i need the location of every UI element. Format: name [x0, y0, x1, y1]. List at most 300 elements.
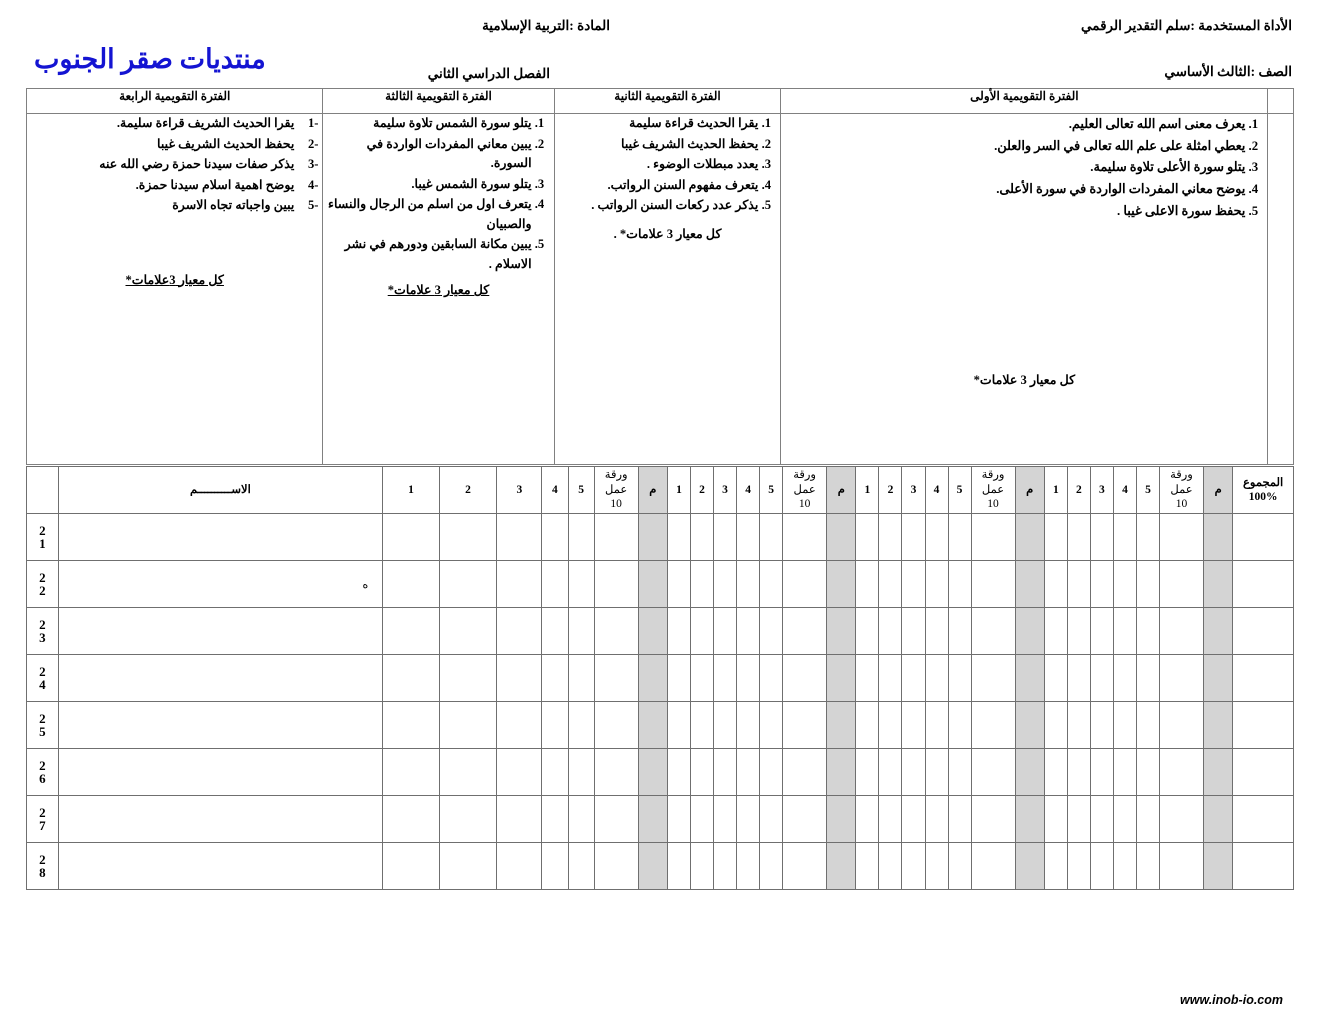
criterion-cell[interactable] [1136, 561, 1159, 608]
worksheet-cell[interactable] [971, 608, 1015, 655]
criterion-cell[interactable] [1090, 796, 1113, 843]
student-name-cell[interactable]: ه [58, 561, 383, 608]
row-index-cell [27, 843, 59, 890]
criterion-cell[interactable] [497, 702, 542, 749]
criterion-cell[interactable] [879, 561, 902, 608]
student-name-cell[interactable] [58, 702, 383, 749]
m-cell[interactable] [1203, 702, 1232, 749]
criterion-cell[interactable] [902, 702, 925, 749]
criterion-header-p3-3: 3 [902, 467, 925, 514]
criterion-cell[interactable] [856, 561, 879, 608]
worksheet-cell[interactable] [783, 843, 827, 890]
criterion-cell[interactable] [760, 561, 783, 608]
m-cell[interactable] [1203, 655, 1232, 702]
criterion-cell[interactable] [1067, 843, 1090, 890]
criterion-cell[interactable] [568, 796, 594, 843]
objective-list-1 [781, 114, 1267, 222]
m-cell[interactable] [638, 561, 667, 608]
criterion-cell[interactable] [542, 796, 568, 843]
student-row[interactable] [27, 514, 1294, 561]
worksheet-cell[interactable] [594, 514, 638, 561]
criterion-header-p4-4: 4 [1113, 467, 1136, 514]
criterion-cell[interactable] [1136, 796, 1159, 843]
criterion-cell[interactable] [902, 514, 925, 561]
criterion-cell[interactable] [760, 749, 783, 796]
criterion-cell[interactable] [1067, 561, 1090, 608]
criterion-cell[interactable] [879, 749, 902, 796]
criterion-cell[interactable] [1067, 655, 1090, 702]
ws-l2: عمل [793, 483, 816, 496]
worksheet-cell[interactable] [783, 796, 827, 843]
criterion-cell[interactable] [542, 655, 568, 702]
worksheet-cell[interactable] [971, 514, 1015, 561]
worksheet-cell[interactable] [594, 796, 638, 843]
m-cell[interactable] [638, 608, 667, 655]
period-header-1: الفترة التقويمية الأولى [781, 89, 1268, 114]
criterion-cell[interactable] [879, 608, 902, 655]
student-row[interactable] [27, 702, 1294, 749]
criterion-cell[interactable] [925, 655, 948, 702]
criterion-cell[interactable] [902, 608, 925, 655]
objective-item: 5. يذكر عدد ركعات السنن الرواتب . [555, 196, 759, 216]
worksheet-cell[interactable] [971, 843, 1015, 890]
criterion-cell[interactable] [714, 796, 737, 843]
row-index-digit: 7 [39, 818, 46, 833]
criterion-cell[interactable] [568, 843, 594, 890]
criterion-cell[interactable] [542, 514, 568, 561]
worksheet-cell[interactable] [783, 608, 827, 655]
criterion-cell[interactable] [737, 655, 760, 702]
total-cell[interactable] [1233, 749, 1294, 796]
criterion-cell[interactable] [760, 796, 783, 843]
criterion-cell[interactable] [383, 796, 440, 843]
criterion-cell[interactable] [714, 561, 737, 608]
worksheet-cell[interactable] [971, 749, 1015, 796]
criterion-cell[interactable] [902, 843, 925, 890]
m-cell[interactable] [827, 514, 856, 561]
criterion-cell[interactable] [497, 796, 542, 843]
criterion-cell[interactable] [568, 655, 594, 702]
objective-item: 4. يوضح معاني المفردات الواردة في سورة الأعلى. [781, 179, 1245, 200]
criterion-cell[interactable] [760, 843, 783, 890]
criterion-cell[interactable] [879, 796, 902, 843]
worksheet-cell[interactable] [783, 749, 827, 796]
objective-item: -2 يحفظ الحديث الشريف غيبا [27, 135, 318, 155]
criterion-cell[interactable] [439, 702, 497, 749]
m-cell[interactable] [1203, 561, 1232, 608]
criterion-cell[interactable] [902, 655, 925, 702]
criterion-cell[interactable] [1113, 796, 1136, 843]
criterion-cell[interactable] [439, 796, 497, 843]
criterion-cell[interactable] [714, 702, 737, 749]
criterion-cell[interactable] [714, 843, 737, 890]
criterion-cell[interactable] [667, 514, 690, 561]
criterion-cell[interactable] [667, 702, 690, 749]
criterion-cell[interactable] [902, 749, 925, 796]
criterion-cell[interactable] [691, 561, 714, 608]
criterion-cell[interactable] [1090, 608, 1113, 655]
criterion-cell[interactable] [948, 749, 971, 796]
criterion-cell[interactable] [948, 561, 971, 608]
criterion-cell[interactable] [948, 796, 971, 843]
criterion-cell[interactable] [879, 655, 902, 702]
criterion-cell[interactable] [714, 608, 737, 655]
objective-number: -3 [307, 157, 319, 172]
criterion-cell[interactable] [1090, 843, 1113, 890]
student-row[interactable] [27, 749, 1294, 796]
ws-l1: ورقة [793, 469, 816, 482]
criterion-cell[interactable] [1044, 843, 1067, 890]
criterion-cell[interactable] [542, 561, 568, 608]
criterion-cell[interactable] [568, 514, 594, 561]
m-cell[interactable] [1015, 749, 1044, 796]
criterion-cell[interactable] [497, 561, 542, 608]
m-header-period-2: م [827, 467, 856, 514]
m-header-period-4: م [1203, 467, 1232, 514]
criterion-cell[interactable] [542, 702, 568, 749]
criterion-cell[interactable] [439, 608, 497, 655]
criterion-cell[interactable] [383, 749, 440, 796]
m-cell[interactable] [638, 796, 667, 843]
criterion-cell[interactable] [691, 796, 714, 843]
m-cell[interactable] [638, 749, 667, 796]
criterion-cell[interactable] [1067, 514, 1090, 561]
criterion-cell[interactable] [737, 561, 760, 608]
criterion-cell[interactable] [1067, 702, 1090, 749]
criterion-cell[interactable] [497, 514, 542, 561]
student-name-cell[interactable] [58, 514, 383, 561]
criterion-cell[interactable] [1044, 702, 1067, 749]
worksheet-cell[interactable] [1160, 702, 1204, 749]
criterion-cell[interactable] [925, 796, 948, 843]
criterion-cell[interactable] [1136, 702, 1159, 749]
row-index-digit: 2 [39, 711, 46, 726]
worksheet-cell[interactable] [1160, 655, 1204, 702]
objective-item: -4 يوضح اهمية اسلام سيدنا حمزة. [27, 176, 318, 196]
criterion-cell[interactable] [714, 655, 737, 702]
objective-item: 4. يتعرف اول من اسلم من الرجال والنساء والصبيان [323, 195, 531, 234]
criterion-cell[interactable] [667, 796, 690, 843]
criterion-cell[interactable] [1113, 749, 1136, 796]
criterion-cell[interactable] [925, 843, 948, 890]
worksheet-cell[interactable] [1160, 608, 1204, 655]
criterion-header-p3-4: 4 [925, 467, 948, 514]
m-cell[interactable] [1203, 608, 1232, 655]
criterion-cell[interactable] [856, 749, 879, 796]
m-cell[interactable] [827, 749, 856, 796]
criterion-cell[interactable] [1090, 561, 1113, 608]
criterion-cell[interactable] [1113, 655, 1136, 702]
grading-grid[interactable] [26, 466, 1294, 890]
criterion-cell[interactable] [691, 749, 714, 796]
criterion-cell[interactable] [691, 843, 714, 890]
criterion-cell[interactable] [737, 702, 760, 749]
criterion-cell[interactable] [542, 608, 568, 655]
criterion-cell[interactable] [1136, 608, 1159, 655]
worksheet-header-period-4 [1160, 467, 1204, 514]
criterion-cell[interactable] [439, 514, 497, 561]
criterion-header-p4-5: 5 [1136, 467, 1159, 514]
criterion-cell[interactable] [714, 749, 737, 796]
criterion-cell[interactable] [439, 749, 497, 796]
student-name-cell[interactable] [58, 749, 383, 796]
criterion-cell[interactable] [760, 702, 783, 749]
criterion-header-p1-3: 3 [497, 467, 542, 514]
worksheet-cell[interactable] [971, 655, 1015, 702]
criterion-cell[interactable] [667, 749, 690, 796]
row-index-cell [27, 514, 59, 561]
m-cell[interactable] [827, 608, 856, 655]
criterion-cell[interactable] [383, 702, 440, 749]
criterion-cell[interactable] [856, 796, 879, 843]
criterion-cell[interactable] [1044, 796, 1067, 843]
criterion-cell[interactable] [714, 514, 737, 561]
criterion-cell[interactable] [1090, 655, 1113, 702]
total-cell[interactable] [1233, 702, 1294, 749]
worksheet-cell[interactable] [783, 514, 827, 561]
worksheet-cell[interactable] [594, 561, 638, 608]
criterion-cell[interactable] [497, 749, 542, 796]
row-index-digit: 2 [39, 664, 46, 679]
total-cell[interactable] [1233, 796, 1294, 843]
student-row[interactable] [27, 843, 1294, 890]
worksheet-cell[interactable] [1160, 749, 1204, 796]
criterion-cell[interactable] [691, 655, 714, 702]
total-cell[interactable] [1233, 843, 1294, 890]
student-row[interactable] [27, 796, 1294, 843]
ws-l2: عمل [1170, 483, 1193, 496]
grid-header-row [27, 467, 1294, 514]
criterion-cell[interactable] [1136, 749, 1159, 796]
criterion-cell[interactable] [737, 514, 760, 561]
criterion-cell[interactable] [760, 608, 783, 655]
term-label: الفصل الدراسي الثاني [427, 66, 550, 81]
criterion-cell[interactable] [497, 655, 542, 702]
m-cell[interactable] [827, 843, 856, 890]
forum-watermark: منتديات صقر الجنوب [34, 44, 266, 74]
worksheet-cell[interactable] [971, 796, 1015, 843]
objective-item: 5. يبين مكانة السابقين ودورهم في نشر الاسلام . [323, 235, 531, 274]
m-cell[interactable] [1203, 843, 1232, 890]
criterion-cell[interactable] [879, 514, 902, 561]
criterion-cell[interactable] [948, 843, 971, 890]
m-cell[interactable] [1203, 749, 1232, 796]
m-cell[interactable] [827, 796, 856, 843]
student-row[interactable] [27, 561, 1294, 608]
total-header-line2: 100% [1248, 491, 1278, 503]
criterion-cell[interactable] [925, 561, 948, 608]
criterion-cell[interactable] [902, 796, 925, 843]
student-name-cell[interactable] [58, 655, 383, 702]
criterion-cell[interactable] [925, 608, 948, 655]
criterion-cell[interactable] [383, 561, 440, 608]
criterion-cell[interactable] [760, 655, 783, 702]
row-index-digit: 5 [39, 724, 46, 739]
worksheet-cell[interactable] [783, 702, 827, 749]
criterion-cell[interactable] [1113, 561, 1136, 608]
objective-item: 2. يبين معاني المفردات الواردة في السورة. [323, 135, 531, 174]
m-cell[interactable] [827, 702, 856, 749]
m-cell[interactable] [1015, 608, 1044, 655]
criterion-cell[interactable] [1136, 843, 1159, 890]
criterion-cell[interactable] [1113, 843, 1136, 890]
worksheet-cell[interactable] [594, 608, 638, 655]
objective-item: -3 يذكر صفات سيدنا حمزة رضي الله عنه [27, 155, 318, 175]
worksheet-cell[interactable] [971, 561, 1015, 608]
m-cell[interactable] [638, 655, 667, 702]
row-index-cell [27, 702, 59, 749]
m-cell[interactable] [638, 514, 667, 561]
worksheet-cell[interactable] [783, 561, 827, 608]
worksheet-cell[interactable] [1160, 514, 1204, 561]
total-cell[interactable] [1233, 514, 1294, 561]
worksheet-cell[interactable] [783, 655, 827, 702]
student-name-cell[interactable] [58, 796, 383, 843]
criterion-cell[interactable] [1044, 749, 1067, 796]
criterion-cell[interactable] [568, 561, 594, 608]
criterion-cell[interactable] [737, 749, 760, 796]
total-header-line1: المجموع [1243, 476, 1284, 489]
student-name-cell[interactable] [58, 608, 383, 655]
criterion-cell[interactable] [1067, 796, 1090, 843]
row-index-digit: 2 [39, 758, 46, 773]
criterion-cell[interactable] [856, 702, 879, 749]
row-index-cell [27, 608, 59, 655]
m-cell[interactable] [1015, 655, 1044, 702]
student-row[interactable] [27, 608, 1294, 655]
criterion-header-p2-3: 3 [714, 467, 737, 514]
criterion-cell[interactable] [737, 608, 760, 655]
m-cell[interactable] [827, 561, 856, 608]
worksheet-cell[interactable] [1160, 561, 1204, 608]
criterion-cell[interactable] [1067, 749, 1090, 796]
criterion-cell[interactable] [568, 749, 594, 796]
criterion-cell[interactable] [1136, 514, 1159, 561]
m-cell[interactable] [827, 655, 856, 702]
criterion-cell[interactable] [439, 843, 497, 890]
worksheet-cell[interactable] [594, 749, 638, 796]
criterion-cell[interactable] [1044, 608, 1067, 655]
m-cell[interactable] [1015, 796, 1044, 843]
criterion-cell[interactable] [948, 702, 971, 749]
m-cell[interactable] [1015, 843, 1044, 890]
criterion-cell[interactable] [925, 514, 948, 561]
criterion-cell[interactable] [1136, 655, 1159, 702]
spacer-cell [1268, 114, 1294, 465]
criterion-cell[interactable] [1090, 702, 1113, 749]
row-index-digit: 8 [39, 865, 46, 880]
m-cell[interactable] [1015, 702, 1044, 749]
criterion-header-p4-2: 2 [1067, 467, 1090, 514]
criterion-cell[interactable] [760, 514, 783, 561]
total-cell[interactable] [1233, 608, 1294, 655]
total-cell[interactable] [1233, 655, 1294, 702]
criterion-cell[interactable] [879, 702, 902, 749]
criterion-cell[interactable] [737, 843, 760, 890]
student-row[interactable] [27, 655, 1294, 702]
criterion-cell[interactable] [497, 843, 542, 890]
criterion-cell[interactable] [1113, 514, 1136, 561]
criterion-cell[interactable] [667, 655, 690, 702]
criterion-cell[interactable] [383, 514, 440, 561]
criterion-cell[interactable] [667, 561, 690, 608]
criterion-cell[interactable] [948, 655, 971, 702]
m-cell[interactable] [1015, 561, 1044, 608]
objectives-cell-period-4 [27, 114, 323, 465]
student-name-cell[interactable] [58, 843, 383, 890]
criterion-cell[interactable] [542, 843, 568, 890]
total-cell[interactable] [1233, 561, 1294, 608]
criterion-cell[interactable] [1044, 655, 1067, 702]
criterion-cell[interactable] [1090, 749, 1113, 796]
criterion-cell[interactable] [1113, 608, 1136, 655]
criterion-cell[interactable] [1067, 608, 1090, 655]
m-cell[interactable] [1203, 796, 1232, 843]
criterion-cell[interactable] [856, 655, 879, 702]
objective-number: -2 [307, 136, 319, 151]
criterion-cell[interactable] [925, 702, 948, 749]
worksheet-cell[interactable] [594, 655, 638, 702]
objective-list-2 [555, 114, 781, 216]
objectives-cell-period-3 [323, 114, 554, 465]
criterion-cell[interactable] [383, 843, 440, 890]
objective-item: 3. يتلو سورة الأعلى تلاوة سليمة. [781, 157, 1245, 178]
objective-item: 5. يحفظ سورة الاعلى غيبا . [781, 201, 1245, 222]
criterion-cell[interactable] [1044, 561, 1067, 608]
criterion-cell[interactable] [691, 608, 714, 655]
criterion-cell[interactable] [856, 843, 879, 890]
ws-l1: ورقة [981, 469, 1005, 482]
criterion-cell[interactable] [1044, 514, 1067, 561]
criterion-cell[interactable] [568, 608, 594, 655]
criterion-cell[interactable] [948, 514, 971, 561]
criterion-cell[interactable] [691, 702, 714, 749]
objective-number: -5 [307, 198, 319, 213]
worksheet-cell[interactable] [971, 702, 1015, 749]
criterion-cell[interactable] [737, 796, 760, 843]
criterion-cell[interactable] [497, 608, 542, 655]
criterion-cell[interactable] [856, 514, 879, 561]
objective-list-4 [27, 114, 322, 216]
criterion-cell[interactable] [902, 561, 925, 608]
worksheet-cell[interactable] [1160, 843, 1204, 890]
m-cell[interactable] [638, 843, 667, 890]
criterion-cell[interactable] [568, 702, 594, 749]
worksheet-cell[interactable] [594, 702, 638, 749]
criterion-cell[interactable] [948, 608, 971, 655]
criterion-cell[interactable] [856, 608, 879, 655]
criterion-header-p3-1: 1 [856, 467, 879, 514]
criterion-cell[interactable] [879, 843, 902, 890]
m-cell[interactable] [1015, 514, 1044, 561]
criterion-cell[interactable] [667, 843, 690, 890]
criterion-cell[interactable] [439, 561, 497, 608]
criterion-cell[interactable] [383, 608, 440, 655]
criterion-cell[interactable] [667, 608, 690, 655]
m-cell[interactable] [1203, 514, 1232, 561]
criterion-cell[interactable] [1090, 514, 1113, 561]
criterion-cell[interactable] [691, 514, 714, 561]
worksheet-cell[interactable] [594, 843, 638, 890]
criterion-cell[interactable] [542, 749, 568, 796]
m-header-period-1: م [638, 467, 667, 514]
criterion-cell[interactable] [925, 749, 948, 796]
m-cell[interactable] [638, 702, 667, 749]
criterion-cell[interactable] [1113, 702, 1136, 749]
worksheet-cell[interactable] [1160, 796, 1204, 843]
criterion-cell[interactable] [439, 655, 497, 702]
criterion-cell[interactable] [383, 655, 440, 702]
